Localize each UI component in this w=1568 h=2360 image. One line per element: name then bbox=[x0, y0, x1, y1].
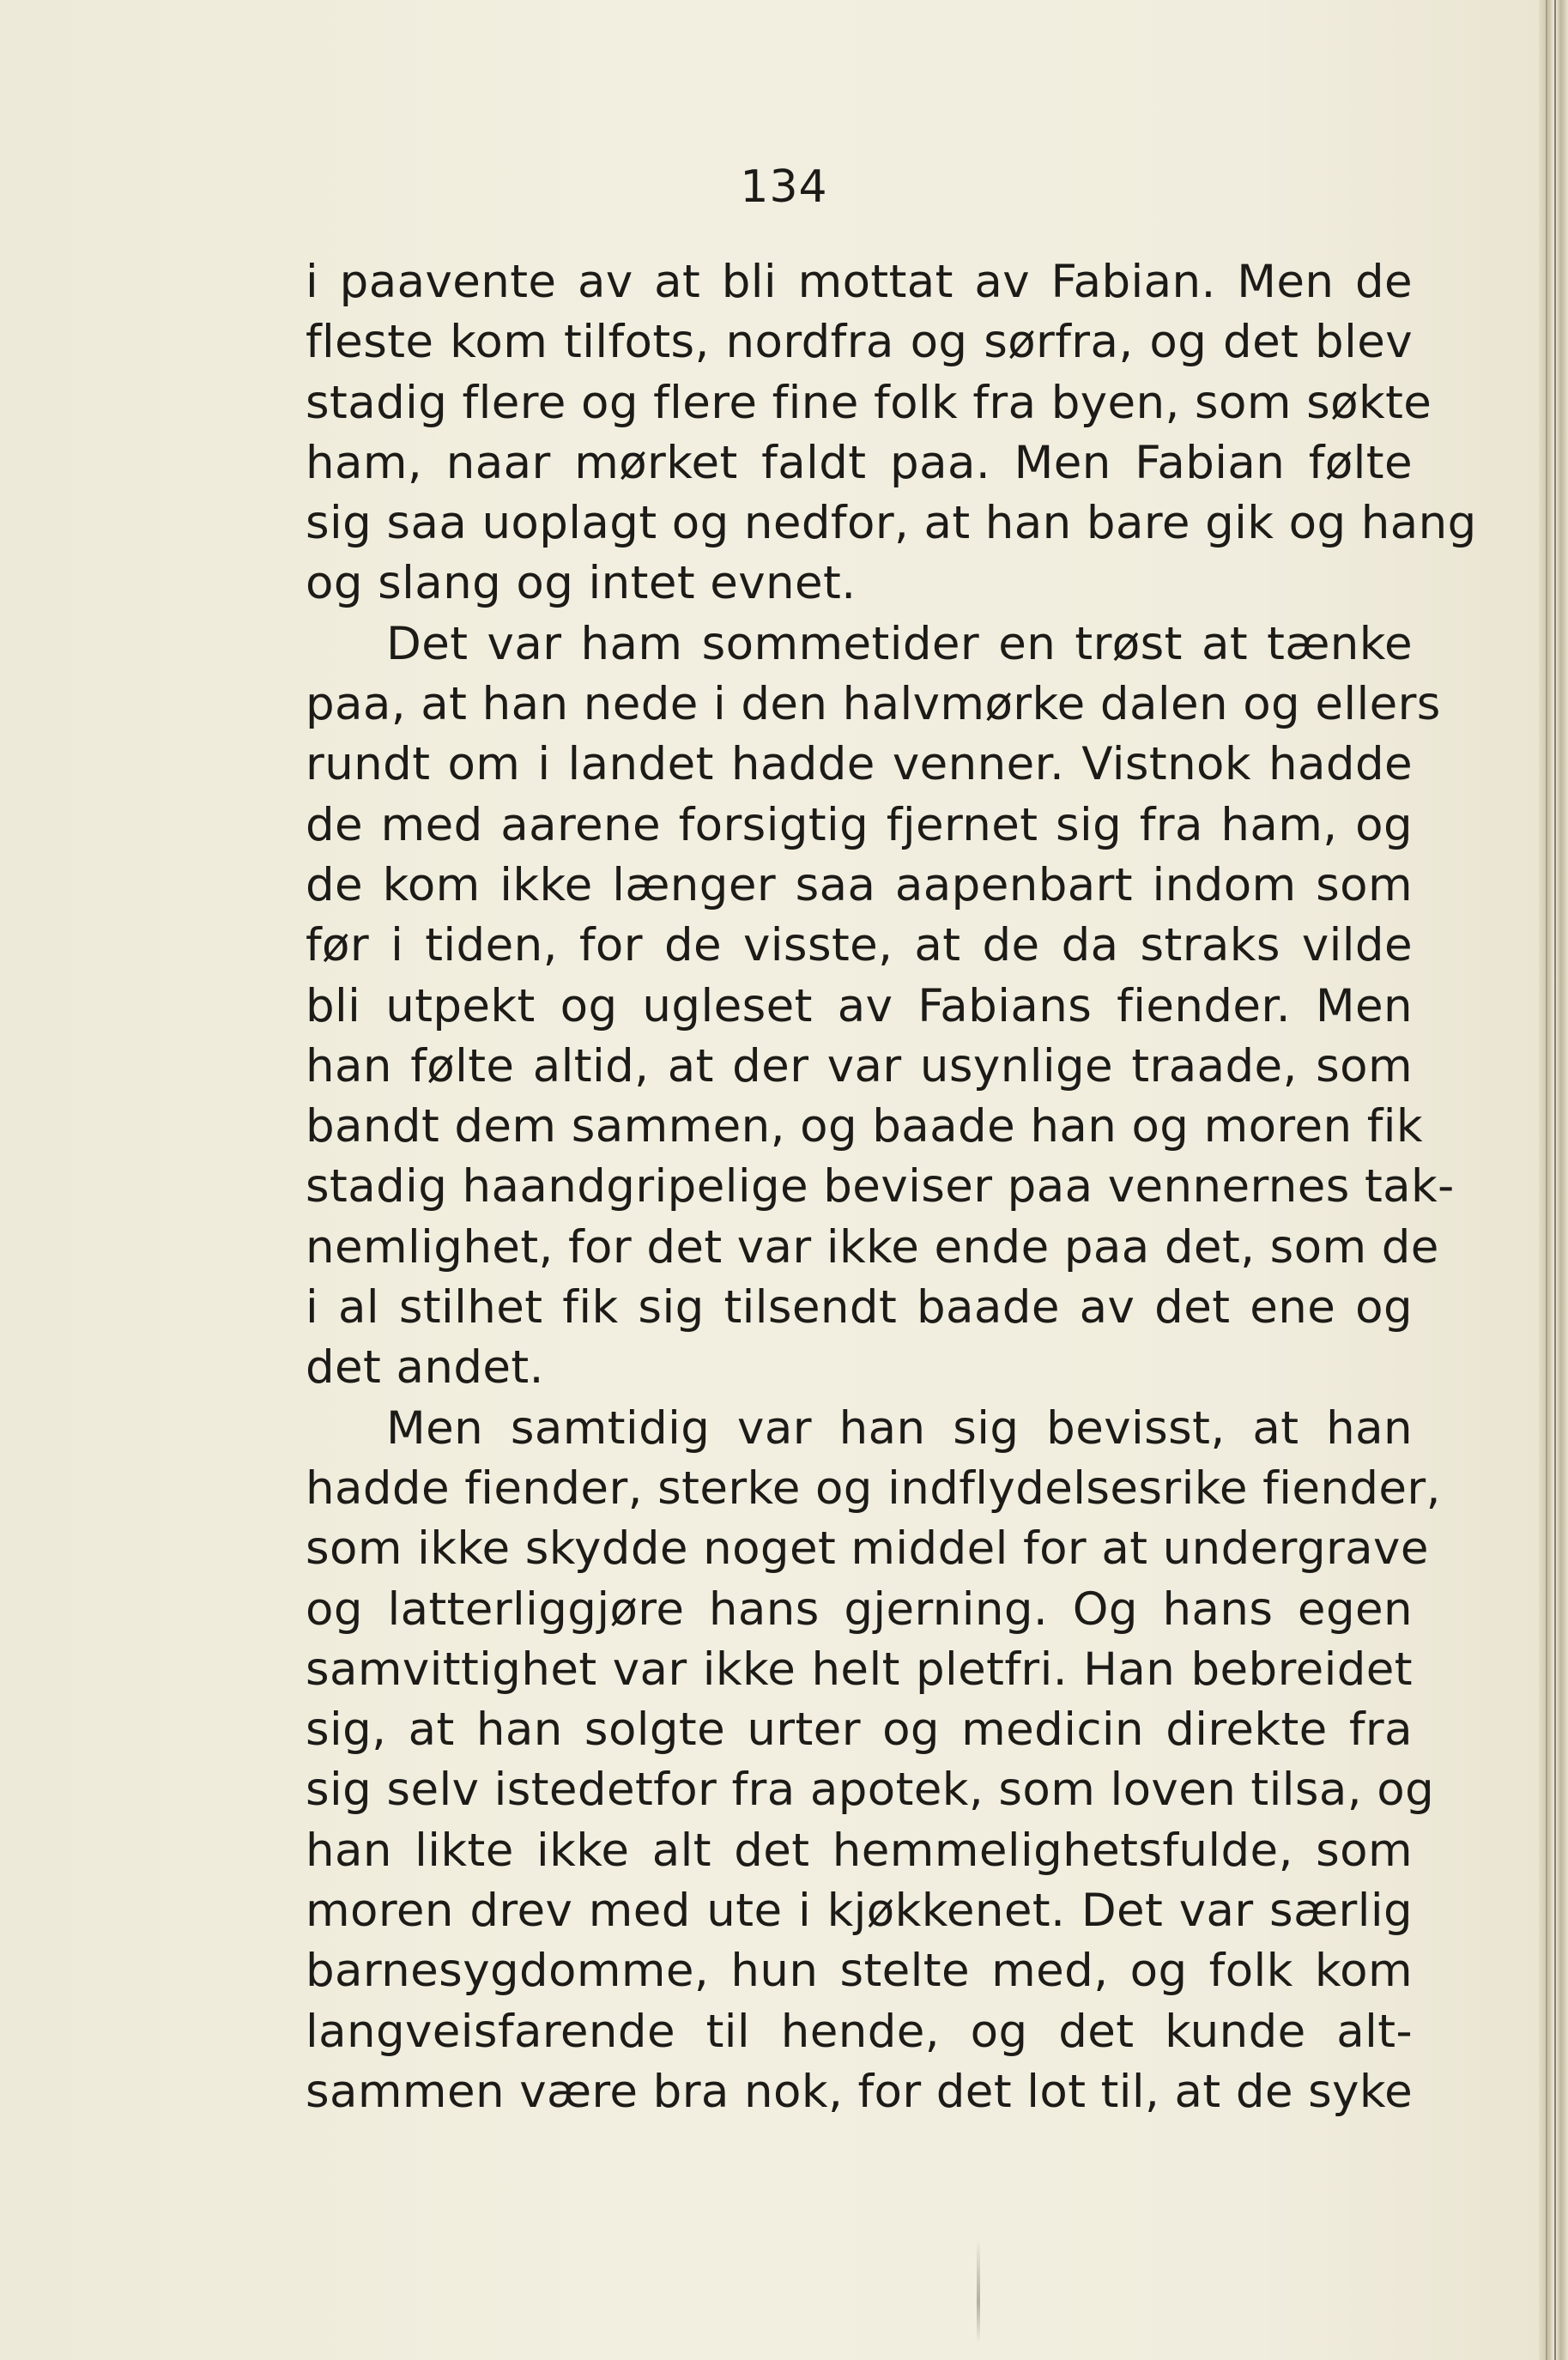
text-line: de med aarene forsigtig fjernet sig fra ham, og bbox=[306, 798, 1413, 851]
text-line: langveisfarende til hende, og det kunde alt- bbox=[306, 2005, 1413, 2058]
text-line: hadde fiender, sterke og indflydelsesrike fiender, bbox=[306, 1461, 1441, 1515]
text-line: Det var ham sommetider en trøst at tænke bbox=[386, 617, 1413, 670]
text-line: samvittighet var ikke helt pletfri. Han bebreidet bbox=[306, 1643, 1413, 1696]
text-line: rundt om i landet hadde venner. Vistnok hadde bbox=[306, 738, 1413, 791]
text-line: stadig haandgripelige beviser paa vennernes tak- bbox=[306, 1160, 1455, 1213]
text-line: nemlighet, for det var ikke ende paa det, som de bbox=[306, 1220, 1439, 1274]
text-line: stadig flere og flere fine folk fra byen, som søkte bbox=[306, 376, 1432, 429]
text-line: Men samtidig var han sig bevisst, at han bbox=[386, 1401, 1413, 1455]
page-edge-line bbox=[1546, 0, 1547, 2360]
text-line: det andet. bbox=[306, 1341, 544, 1395]
text-line: fleste kom tilfots, nordfra og sørfra, og det blev bbox=[306, 316, 1413, 369]
page-edge-line bbox=[1554, 0, 1556, 2360]
text-line: bli utpekt og ugleset av Fabians fiender. Men bbox=[306, 979, 1413, 1032]
text-line: og slang og intet evnet. bbox=[306, 557, 857, 610]
text-line: de kom ikke længer saa aapenbart indom som bbox=[306, 858, 1413, 911]
body-text bbox=[306, 252, 1477, 2122]
text-line: moren drev med ute i kjøkkenet. Det var særlig bbox=[306, 1885, 1413, 1938]
page-number: 134 bbox=[740, 161, 828, 213]
text-line: i al stilhet fik sig tilsendt baade av det ene og bbox=[306, 1281, 1413, 1334]
text-line: og latterliggjøre hans gjerning. Og hans egen bbox=[306, 1582, 1413, 1636]
text-line: barnesygdomme, hun stelte med, og folk kom bbox=[306, 1945, 1413, 1998]
text-line: sig saa uoplagt og nedfor, at han bare gik og hang bbox=[306, 497, 1477, 550]
text-line: sig, at han solgte urter og medicin direkte fra bbox=[306, 1703, 1413, 1757]
text-line: i paavente av at bli mottat av Fabian. Men de bbox=[306, 256, 1413, 308]
text-line: sig selv istedetfor fra apotek, som loven tilsa, og bbox=[306, 1764, 1435, 1817]
text-line: bandt dem sammen, og baade han og moren fik bbox=[306, 1100, 1423, 1153]
text-line: ham, naar mørket faldt paa. Men Fabian følte bbox=[306, 436, 1413, 489]
page-edge bbox=[1539, 0, 1568, 2360]
text-line: som ikke skydde noget middel for at undergrave bbox=[306, 1522, 1429, 1576]
scan-artifact bbox=[977, 2240, 980, 2343]
text-line: før i tiden, for de visste, at de da straks vilde bbox=[306, 919, 1413, 972]
text-line: sammen være bra nok, for det lot til, at de syke bbox=[306, 2065, 1414, 2118]
text-line: han likte ikke alt det hemmelighetsfulde, som bbox=[306, 1824, 1413, 1877]
text-line: han følte altid, at der var usynlige traade, som bbox=[306, 1039, 1413, 1092]
text-line: paa, at han nede i den halvmørke dalen og ellers bbox=[306, 678, 1441, 731]
